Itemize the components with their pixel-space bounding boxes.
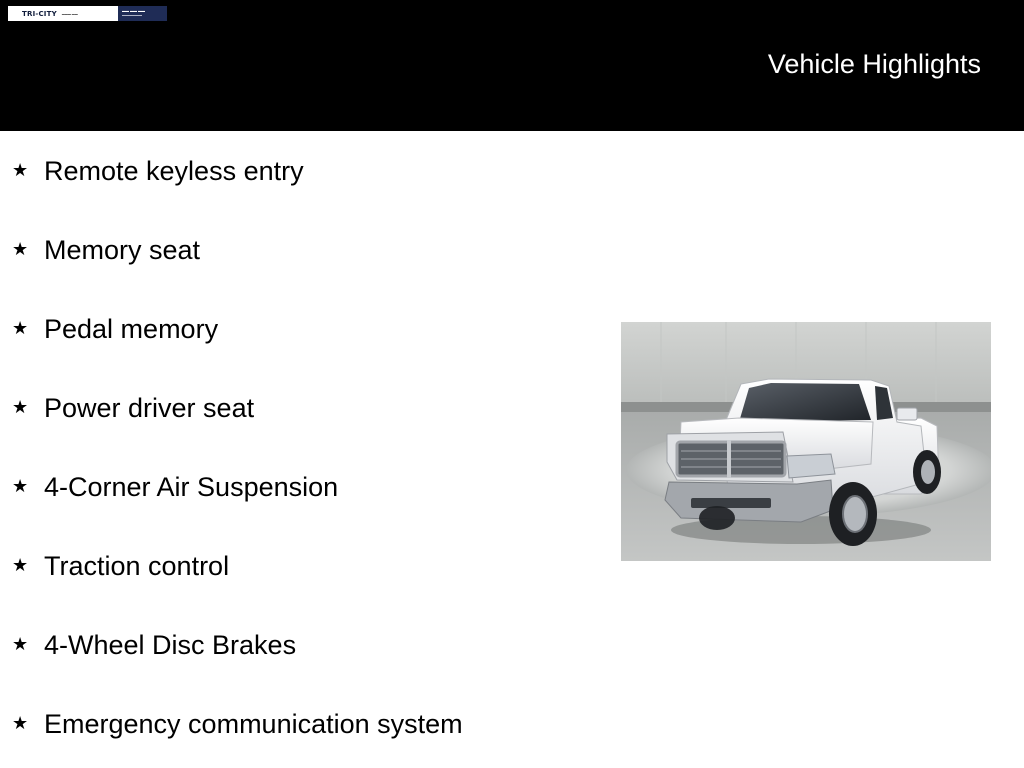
logo-brand-text: TRI-CITY <box>22 9 57 18</box>
vehicle-photo <box>621 322 991 561</box>
feature-list <box>12 150 463 768</box>
logo-contact-mark: ▬▬ ▬▬ ▬▬ <box>122 9 145 13</box>
pickup-truck-image <box>621 322 991 561</box>
feature-label: Pedal memory <box>44 314 219 344</box>
feature-label: Power driver seat <box>44 393 255 423</box>
logo-contact-panel <box>118 6 167 21</box>
star-icon: ★ <box>12 239 29 260</box>
star-icon: ★ <box>12 160 29 181</box>
feature-label: Remote keyless entry <box>44 156 304 186</box>
feature-item <box>12 545 463 624</box>
logo-tagline-mark: ▬▬▬ ▬▬ <box>61 11 78 16</box>
star-icon: ★ <box>12 397 29 418</box>
feature-item <box>12 466 463 545</box>
feature-label: 4-Corner Air Suspension <box>44 472 339 502</box>
dealer-logo <box>8 6 167 21</box>
feature-item <box>12 150 463 229</box>
feature-label: Emergency communication system <box>44 709 463 739</box>
feature-label: 4-Wheel Disc Brakes <box>44 630 297 660</box>
feature-item <box>12 387 463 466</box>
logo-address-mark: ▬▬▬▬▬▬▬▬ <box>122 14 142 17</box>
header-bar <box>0 0 1024 131</box>
feature-label: Traction control <box>44 551 230 581</box>
feature-item <box>12 308 463 387</box>
star-icon: ★ <box>12 318 29 339</box>
star-icon: ★ <box>12 476 29 497</box>
feature-item <box>12 624 463 703</box>
star-icon: ★ <box>12 634 29 655</box>
feature-item <box>12 229 463 308</box>
page-title: Vehicle Highlights <box>767 49 981 79</box>
feature-label: Memory seat <box>44 235 201 265</box>
logo-brand-panel <box>8 6 118 21</box>
star-icon: ★ <box>12 555 29 576</box>
feature-item <box>12 703 463 768</box>
star-icon: ★ <box>12 713 29 734</box>
